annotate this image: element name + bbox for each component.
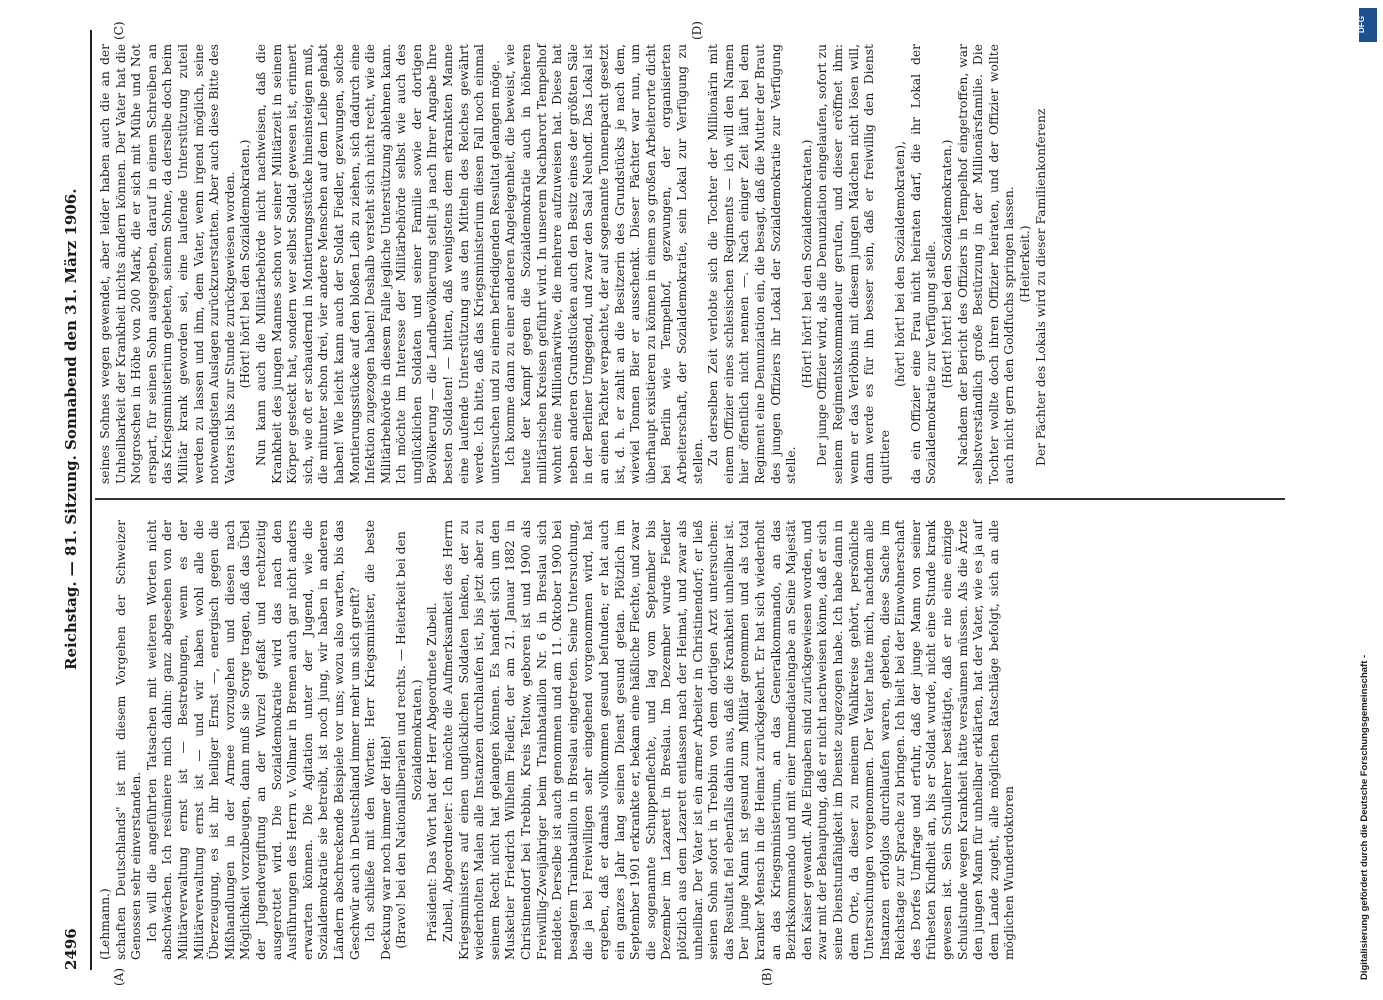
- paragraph: Präsident: Das Wort hat der Herr Abgeordnete Zubeil.: [425, 602, 440, 942]
- paragraph: schaften Deutschlands" ist mit diesem Vorgehen der Schweizer Genossen sehr einverstanden.: [113, 520, 144, 960]
- interjection: (Hört! hört! bei den Sozialdemokraten.): [799, 139, 814, 389]
- interjection: (Heiterkeit.): [1018, 225, 1033, 303]
- paragraph: Ich will die angeführten Tatsachen mit weiteren Worten nicht abschwächen. Ich resümiere mich dahin: ganz abgesehen von der Militärverwaltung ernst ist — Bestrebungen, wenn es der Militärverwaltung ernst ist — und wir haben wohl alle die Überzeugung, es ist ihr heiliger Ernst —, energisch gegen die Mißhandlungen in der Armee vorzugehen und diesen nach Möglichkeit vorzubeugen, dann muß sie Sorge tragen, daß das Übel der Jugendvergiftung an der Wurzel gefaßt und rechtzeitig ausgerottet wird. Die Sozialdemokratie wird das nach den Ausführungen des Herrn v. Vollmar in Bremen auch gar nicht anders erwarten können. Die Agitation unter der Jugend, wie die Sozialdemokratie sie betreibt, ist noch jung, wir haben in anderen Ländern abschreckende Beispiele vor uns; wozu also warten, bis das Geschwür auch in Deutschland immer mehr um sich greift?: [144, 520, 362, 960]
- paragraph: Ich schließe mit den Worten: Herr Kriegsminister, die beste Deckung war noch immer der Hieb!: [363, 520, 393, 960]
- interjection: (Hört! hört! bei den Sozialdemokraten.): [238, 139, 253, 389]
- interjection: (Bravo! bei den Nationalliberalen und rechts. — Heiterkeit bei den Sozialdemokraten.): [394, 531, 424, 949]
- column-divider: [95, 498, 1285, 500]
- paragraph: seines Sohnes wegen gewendet, aber leider haben auch die an der Unheilbarkeit der Krankheit nichts ändern können. Der Vater hat die Notgroschen in Höhe von 200 Mark, die er sich mit Mühe und Not erspart, für seinen Sohn ausgegeben, darauf in einem Schreiben an das Kriegsministerium gebeten, seinem Sohne, da derselbe doch beim Militär krank geworden sei, eine laufende Unterstützung zuteil werden zu lassen und ihm, dem Vater, wenn irgend möglich, seine notwendigsten Auslagen zurückzuerstatten. Aber auch diese Bitte des Vaters ist bis zur Stunde zurückgewiesen worden.: [98, 44, 237, 484]
- right-column: [98, 44, 1049, 484]
- interjection: (hört! hört! bei den Sozialdemokraten),: [893, 141, 908, 387]
- speaker-label: (Lehmann.): [98, 888, 112, 960]
- header-rule: [90, 30, 92, 970]
- page-header: [58, 30, 88, 970]
- session-title: Reichstag. — 81. Sitzung.: [62, 455, 80, 670]
- margin-mark-d: (D): [690, 21, 704, 40]
- paragraph: Zu derselben Zeit verlobte sich die Tochter der Millionärin mit einem Offizier eines schlesischen Regiments — ich will den Namen hier öffentlich nicht nennen —. Nach einiger Zeit läuft bei dem Regiment eine Denunziation ein, die besagt, daß die Mutter der Braut des jungen Offiziers ihr Lokal der Sozialdemokratie zur Verfügung stelle.: [706, 44, 799, 484]
- session-date: Sonnabend den 31. März 1906.: [62, 188, 80, 450]
- margin-mark-b: (B): [760, 967, 774, 986]
- dfg-logo: [1356, 8, 1377, 42]
- paragraph: Der junge Offizier wird, als die Denunziation eingelaufen, sofort zu seinem Regimentskommandeur gerufen, und dieser eröffnet ihm: wenn er das Verlöbnis mit diesem jungen Mädchen nicht lösen will, dann werde es für ihn besser sein, daß er freiwillig den Dienst quittiere: [815, 44, 892, 484]
- left-column: [98, 520, 1018, 960]
- paragraph: Der Pächter des Lokals wird zu dieser Familienkonferenz: [1033, 108, 1048, 466]
- paragraph: Ich komme dann zu einer anderen Angelegenheit, die beweist, wie heute der Kampf gegen die Sozialdemokratie auch in höheren militärischen Kreisen geführt wird. In unserem Nachbarort Tempelhof wohnt eine Millionärwitwe, die mehrere aufzuweisen hat. Diese hat neben anderen Grundstücken auch den Besitz eines der größten Säle in der Berliner Umgegend, und zwar den Saal Neuhoff. Das Lokal ist an einen Pächter verpachtet, der auf sogenannte Tonnenpacht gesetzt ist, d. h. er zahlt an die Besitzerin des Grundstücks je nach dem, wieviel Tonnen Bier er ausschenkt. Dieser Pächter war nun, um überhaupt existieren zu können in einem so großen Arbeiterorte dicht bei Berlin wie Tempelhof, gezwungen, der organisierten Arbeiterschaft, der Sozialdemokratie, sein Lokal zur Verfügung zu stellen.: [503, 44, 705, 484]
- digitization-sidebar: [1359, 20, 1377, 980]
- paragraph: Nachdem der Bericht des Offiziers in Tempelhof eingetroffen, war selbstverständlich große Bestürzung in der Millionärsfamilie. Die Tochter wollte doch ihren Offizier heiraten, und der Offizier wollte auch nicht gern den Goldfuchs springen lassen.: [955, 44, 1017, 484]
- paragraph: Zubeil, Abgeordneter: Ich möchte die Aufmerksamkeit des Herrn Kriegsministers auf einen unglücklichen Soldaten lenken, der zu wiederholten Malen alle Instanzen durchlaufen ist, bis jetzt aber zu seinem Recht nicht hat gelangen können. Es handelt sich um den Musketier Friedrich Wilhelm Fiedler, der am 21. Januar 1882 in Christinendorf bei Trebbin, Kreis Teltow, geboren ist und 1900 als Freiwillig-Zweijähriger beim Trainbataillon Nr. 6 in Breslau sich meldete. Derselbe ist auch genommen und am 11. Oktober 1900 bei besagtem Trainbataillon in Breslau eingetreten. Seine Untersuchung, die ja bei Freiwilligen sehr eingehend vorgenommen wird, hat ergeben, daß er damals vollkommen gesund befunden; er hat auch ein ganzes Jahr lang seinen Dienst gesund getan. Plötzlich im September 1901 erkrankte er, bekam eine häßliche Flechte, und zwar die sogenannte Schuppenflechte, und lag vom September bis Dezember im Lazarett in Breslau. Im Dezember wurde Fiedler plötzlich aus dem Lazarett entlassen nach der Heimat, und zwar als unheilbar. Der Vater ist ein armer Arbeiter in Christinendorf; er ließ seinen Sohn sofort in Trebbin von dem dortigen Arzt untersuchen: das Resultat fiel ebenfalls dahin aus, daß die Krankheit unheilbar ist. Der junge Mann ist gesund zum Militär genommen und als total kranker Mensch in die Heimat zurückgekehrt. Er hat sich wiederholt an das Kriegsministerium, an das Generalkommando, an das Bezirkskommando und mit einer Immediateingabe an Seine Majestät den Kaiser gewandt. Alle Eingaben sind zurückgewiesen worden, und zwar mit der Behauptung, daß er nicht nachweisen könne, daß er sich seine Dienstunfähigkeit im Dienste zugezogen habe. Ich habe dann in dem Orte, da dieser zu meinem Wahlkreise gehört, persönliche Untersuchungen vorgenommen. Der Vater hatte mich, nachdem alle Instanzen erfolglos durchlaufen waren, gebeten, diese Sache im Reichstage zur Sprache zu bringen. Ich hielt bei der Einwohnerschaft des Dorfes Umfrage und erfuhr, daß der junge Mann von seiner frühesten Kindheit an, bis er Soldat wurde, nicht eine Stunde krank gewesen ist. Sein Schullehrer bestätigte, daß er nie eine einzige Schulstunde wegen Krankheit hätte versäumen müssen. Als die Ärzte den jungen Mann für unheilbar erklärten, hat der Vater, wie es ja auf dem Lande zugeht, alle möglichen Ratschläge befolgt, sich an alle möglichen Wunderdoktoren: [441, 520, 1017, 960]
- dfg-logo-text: DFG: [1356, 16, 1366, 33]
- margin-mark-a: (A): [112, 967, 126, 986]
- paragraph: da ein Offizier eine Frau nicht heiraten darf, die ihr Lokal der Sozialdemokratie zur Verfügung stelle.: [908, 44, 939, 484]
- interjection: (Hört! hört! bei den Sozialdemokraten.): [940, 139, 955, 389]
- page-number: 2496: [62, 928, 80, 970]
- digitization-note: Digitalisierung gefördert durch die Deutsche Forschungsgemeinschaft -: [1359, 654, 1370, 980]
- paragraph: Nun kann auch die Militärbehörde nicht nachweisen, daß die Krankheit des jungen Mannes schon vor seiner Militärzeit in seinem Körper gesteckt hat, sondern wer selbst Soldat gewesen ist, erinnert sich, wie oft er schaudernd in Montierungsstücke hineinsteigen muß, die mitunter schon drei, vier andere Menschen auf dem Leibe gehabt haben! Wie leicht kann auch der Soldat Fiedler, gezwungen, solche Montierungsstücke auf den bloßen Leib zu ziehen, sich dadurch eine Infektion zugezogen haben! Deshalb versteht sich nicht recht, wie die Militärbehörde in diesem Falle jegliche Unterstützung ablehnen kann. Ich möchte im Interesse der Militärbehörde selbst wie auch des unglücklichen Soldaten und seiner Familie sowie der dortigen Bevölkerung — die Landbevölkerung stellt ja nach Ihrer Angabe Ihre besten Soldaten! — bitten, daß wenigstens dem erkrankten Manne eine laufende Unterstützung aus den Mitteln des Reiches gewährt werde. Ich bitte, daß das Kriegsministerium diesen Fall noch einmal untersuchen und zu einem befriedigenden Resultat gelangen möge.: [253, 44, 502, 484]
- margin-mark-c: (C): [112, 21, 126, 40]
